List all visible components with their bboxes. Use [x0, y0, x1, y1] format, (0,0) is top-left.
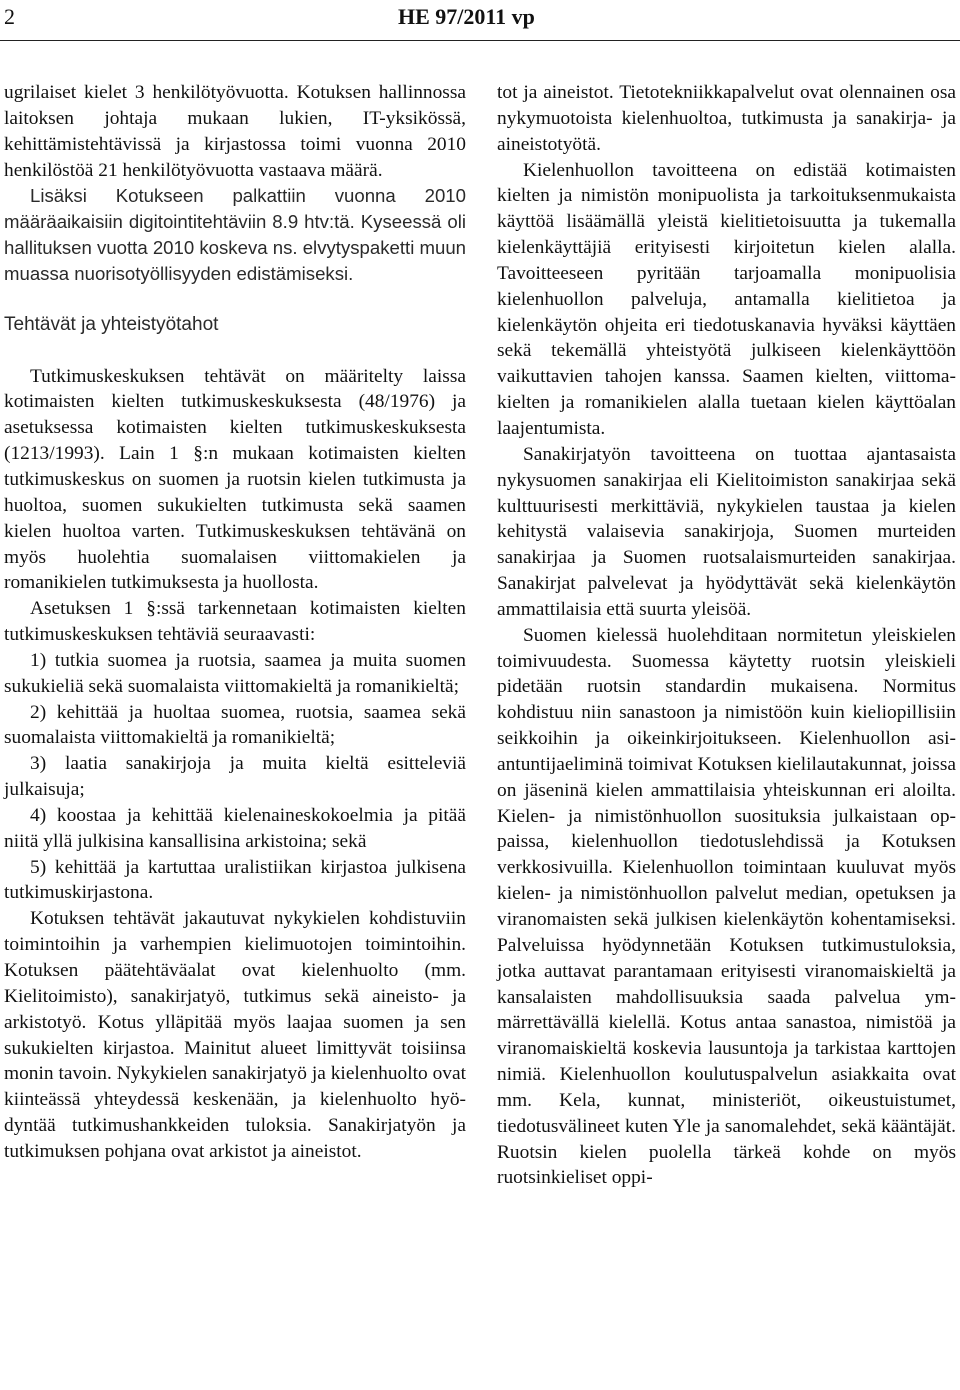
body-paragraph: Asetuksen 1 §:ssä tarkennetaan kotimaisten kielten tutkimuskeskuksen tehtäviä seuraavasti: — [4, 598, 466, 646]
list-item: 3) laatia sanakirjoja ja muita kieltä esitteleviä julkaisuja; — [4, 753, 466, 801]
right-column — [497, 80, 956, 1191]
list-item: 2) kehittää ja huoltaa suomea, ruotsia, saamea sekä suomalaista viittomakieltä ja romanikieltä; — [4, 701, 466, 749]
body-paragraph: Sanakirjatyön tavoitteena on tuottaa ajantasaista nykysuomen sanakirjaa eli Kielitoimiston sanakirjaa sekä kulttuurisesti merkittäviä, nykykielen taustaa ja kielen kehitystä valaisevia sanakirjoja, Suomen murteiden sanakirjaa ja Suomen ruotsalaismurteiden sanakirjaa. Sanakirjat palvelevat ja hyödyttävät sekä kielenkäytön ammattilaisia että suurta yleisöä. — [497, 443, 956, 620]
intro-paragraph: ugrilaiset kielet 3 henkilötyövuotta. Kotuksen hallinnossa laitoksen johtaja mukaan lukien, IT-yksikössä, kehittämistehtävissä ja kirjastossa toimi vuonna 2010 henkilöstöä 21 henkilötyövuotta vastaava määrä. — [4, 82, 466, 181]
body-paragraph: Kotuksen tehtävät jakautuvat nykykielen kohdistuviin toimintoihin ja varhempien kielimuotojen toimintoihin. Kotuksen päätehtäväalat ovat kielenhuolto (mm. Kielitoimisto), sanakirjatyö, tutkimus sekä aineisto- ja arkistotyö. Kotus ylläpitää myös laajaa suomen ja sen sukukielten kirjastoa. Mainitut alueet limittyvät toisiinsa monin tavoin. Nykykielen sanakirjatyö ja kielenhuolto ovat kiinteässä yhteydessä keskenään, ja kielenhuolto hyödyntää tutkimushankkeiden tuloksia. Sanakirjatyön ja tutkimuksen pohjana ovat arkistot ja aineistot. — [4, 908, 466, 1162]
list-item: 4) koostaa ja kehittää kielenaineskokoelmia ja pitää niitä yllä julkisina kansallisina arkistoina; sekä — [4, 804, 466, 852]
intro-note-paragraph: Lisäksi Kotukseen palkattiin vuonna 2010 määräaikaisiin digitointitehtäviin 8.9 htv:tä. Kyseessä oli hallituksen vuotta 2010 koskeva ns. elvytyspaketti muun muassa nuorisotyöllisyyden edistämiseksi. — [4, 185, 467, 284]
page-number: 2 — [4, 4, 15, 29]
body-paragraph: Tutkimuskeskuksen tehtävät on määritelty laissa kotimaisten kielten tutkimuskeskuksesta (48/1976) ja asetuksessa kotimaisten kielten tutkimuskeskuksesta (1213/1993). Lain 1 §:n mukaan kotimaisten kielten tutkimuskeskus on suomen ja ruotsin kielen tutkimusta ja huoltoa, suomen sukukielten tutkimusta sekä saamen kielen huoltoa varten. Tutkimuskeskuksen tehtävänä on myös huolehtia suomalaisen viittomakielen ja romanikielen tutkimuksesta ja huollosta. — [4, 365, 466, 594]
left-column — [4, 80, 466, 1165]
section-heading: Tehtävät ja yhteistyötahot — [4, 313, 219, 335]
page-header — [0, 0, 960, 42]
header-divider — [0, 40, 960, 41]
list-item: 5) kehittää ja kartuttaa uralistiikan kirjastoa julkisena tutkimuskirjastona. — [4, 856, 466, 904]
body-paragraph: Suomen kielessä huolehditaan normitetun yleiskielen toimivuudesta. Suomessa käytetty ruotsin yleiskieli pidetään ruotsin standardin mukaisena. Normitus kohdistuu niin sanastoon ja nimistöön kuin kieliopillisiin seikkoihin ja oikeinkirjoitukseen. Kielenhuollon asiantuntijaeliminä toimivat Kotuksen kielilautakunnat, joissa on jäseninä kielen ammattilaisia yhteiskunnan eri aloilta. Kielen- ja nimistönhuollon suosituksia julkaistaan oppaissa, kielenhuollon tiedotuslehdissä ja Kotuksen verkkosivuilla. Kielenhuollon toimintaan kuuluvat myös kielen- ja nimistönhuollon palvelut median, opetuksen ja viranomaisten sekä julkisen kielenkäytön kohentamiseksi. Palveluissa hyödynnetään Kotuksen tutkimustuloksia, jotka auttavat parantamaan erityisesti viranomaiskieltä ja kansalaisten mahdollisuuksia saada palvelua ymmärrettävällä kielellä. Kotus antaa sanastoa, nimistöä ja viranomaiskieltä koskevia lausuntoja ja tarkistaa karttojen nimiä. Kielenhuollon koulutuspalvelun asiakkaita ovat mm. Kela, kunnat, ministeriöt, oikeustuistumet, tiedotusvälineet kuten Yle ja sanomalehdet, sekä kääntäjät. Ruotsin kielen puolella tärkeä kohde on myös ruotsinkieliset oppi- — [497, 624, 956, 1189]
list-item: 1) tutkia suomea ja ruotsia, saamea ja muita suomen sukukieliä sekä suomalaista viittomakieltä ja romanikieltä; — [4, 649, 466, 697]
continued-paragraph: tot ja aineistot. Tietotekniikkapalvelut ovat olennainen osa nykymuotoista kielenhuoltoa, tutkimusta ja sanakirja- ja aineistotyötä. — [497, 82, 956, 155]
body-paragraph: Kielenhuollon tavoitteena on edistää kotimaisten kielten ja nimistön monipuolista ja tarkoituksenmukaista käyttöä lisäämällä yleistä kielitietoisuutta ja tukemalla kielenkäyttäjiä erityisesti kirjoitetun kielen alalla. Tavoitteeseen pyritään tarjoamalla monipuolisia kielenhuollon palveluja, antamalla kielitietoa ja kielenkäytön ohjeita eri tiedotuskanavia hyväksi käyttäen sekä tekemällä yhteistyötä julkiseen kielenkäyttöön vaikuttavien tahojen kanssa. Saamen kielten, viittomakielten ja romanikielen alalla tuetaan kielen käyttöalan laajentumista. — [497, 159, 956, 439]
document-id: HE 97/2011 vp — [398, 4, 535, 29]
